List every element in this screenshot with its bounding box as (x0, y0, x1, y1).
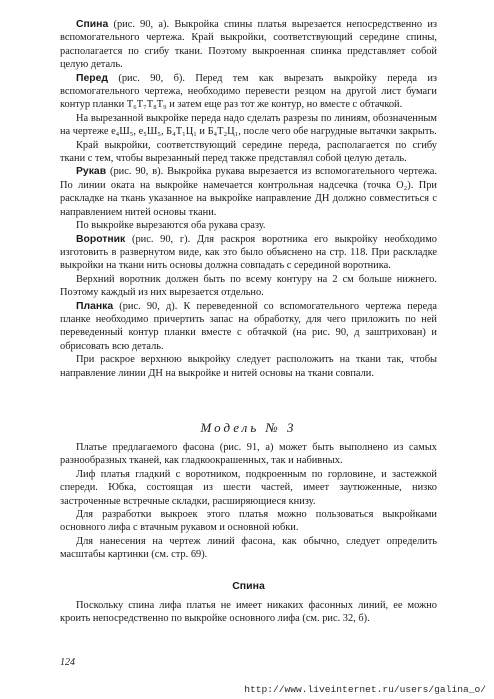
paragraph (60, 233, 437, 273)
paragraph-text: (рис. 90, д). К переведенной со вспомогательного чертежа переда планке необходимо причертить запас на обработку, для чего приложить по ней переведенный контур планки вместе с обтачкой (на рис. 90, д заштрихован) и обрисовать всю деталь. (60, 300, 437, 352)
text-block-spina (60, 599, 437, 626)
paragraph: Для нанесения на чертеж линий фасона, как обычно, следует определить масштабы картинки (см. стр. 69). (60, 535, 437, 561)
paragraph-text: По выкройке вырезаются оба рукава сразу. (76, 220, 266, 232)
section-heading-model: Модель № 3 (200, 420, 297, 435)
page-number: 124 (60, 657, 75, 668)
paragraph (60, 353, 437, 380)
paragraph (60, 139, 437, 166)
paragraph (60, 165, 437, 219)
paragraph (60, 219, 437, 232)
paragraph: Лиф платья гладкий с воротником, подкроенным по горловине, и застежкой спереди. Юбка, состоящая из шести частей, имеет заутюженные, низко застроченные встречные складки, расширяющиеся книзу. (60, 468, 437, 507)
text-block-patterns (60, 18, 437, 380)
paragraph-text: При раскрое верхнюю выкройку следует расположить на ткани так, чтобы направление линии ДН на выкройке и нитей основы на ткани совпали. (60, 354, 437, 379)
paragraph (60, 18, 437, 72)
term: Перед (76, 72, 108, 84)
term: Планка (76, 300, 114, 312)
paragraph-text: На вырезанной выкройке переда надо сделать разрезы по линиям, обозначенным на чертеже е₄Ш₅, е₅Ш₅, Б₄Т₁Ц₁ и Б₄Т₂Ц₁, после чего обе нагрудные вытачки закрыть. (60, 112, 437, 138)
paragraph: Для разработки выкроек этого платья можно пользоваться выкройками основного лифа с втачным рукавом и основной юбки. (60, 509, 437, 534)
paragraph-text: (рис. 90, б). Перед тем как вырезать выкройку переда из вспомогательного чертежа, необходимо перевести резцом на другой лист бумаги контур планки Т₆Т₇Т₈Т₉ и затем еще раз тот же контур, но вместе с обтачкой. (60, 72, 437, 111)
paragraph-text: (рис. 90, в). Выкройка рукава вырезается из вспомогательного чертежа. По линии оката на выкройке намечается контрольная надсечка (точка О₂). При раскладке на ткань указанное на выкройке направление ДН должно совместиться с направлением нитей основы ткани. (60, 166, 437, 218)
paragraph (60, 273, 437, 300)
term: Воротник (76, 233, 126, 245)
term: Спина (76, 19, 109, 30)
paragraph (60, 300, 437, 354)
subsection-heading-spina: Спина (232, 580, 265, 592)
paragraph-text: (рис. 90, г). Для раскроя воротника его выкройку необходимо изготовить в развернутом виде, как это было объяснено на стр. 118. При раскладке выкройки на ткани нить основы должна совпадать с серединой воротника. (60, 233, 437, 272)
paragraph (60, 72, 437, 112)
paragraph: Поскольку спина лифа платья не имеет никаких фасонных линий, ее можно кроить непосредственно по выкройке основного лифа (см. рис. 32, б). (60, 600, 437, 625)
paragraph (60, 112, 437, 139)
term: Рукав (76, 166, 107, 178)
paragraph-text: Край выкройки, соответствующий середине переда, располагается по сгибу ткани с тем, чтобы вырезанный перед также представлял собой целую деталь. (60, 139, 437, 165)
source-url: http://www.liveinternet.ru/users/galina_o/ (244, 684, 486, 695)
text-block-model (60, 441, 437, 562)
paragraph-text: Верхний воротник должен быть по всему контуру на 2 см больше нижнего. Поэтому каждый из них вырезается отдельно. (60, 273, 437, 299)
paragraph: Платье предлагаемого фасона (рис. 91, а) может быть выполнено из самых разнообразных тканей, как гладкоокрашенных, так и набивных. (60, 442, 437, 467)
paragraph-text: (рис. 90, а). Выкройка спины платья вырезается непосредственно из вспомогательного чертежа. Край выкройки, соответствующий середине спины, располагается по сгибу ткани. Поэтому выкроенная спинка представляет собой целую деталь. (60, 19, 437, 71)
